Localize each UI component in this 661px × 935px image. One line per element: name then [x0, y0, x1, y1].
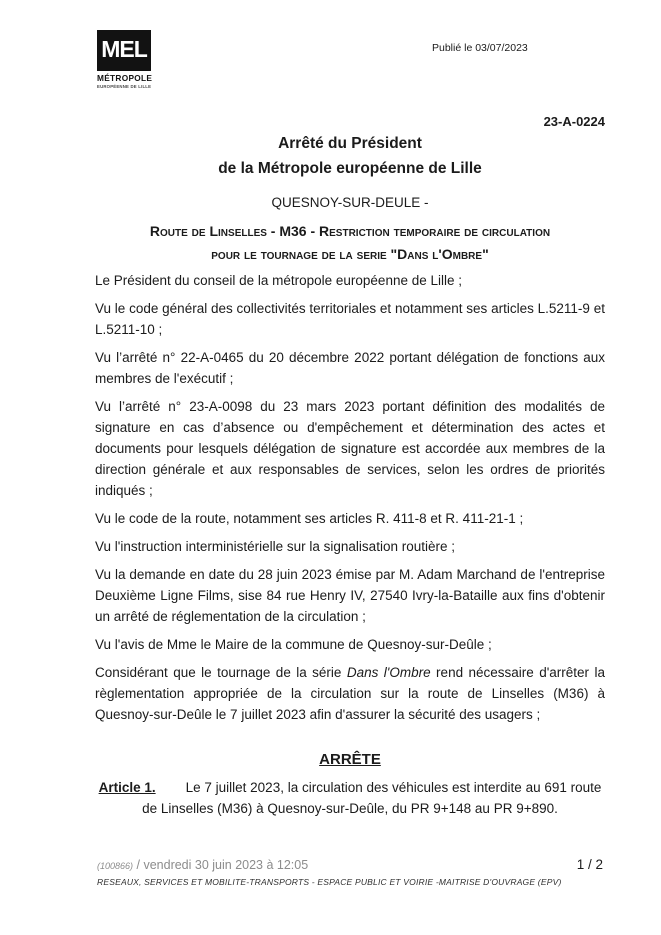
paragraph-vu-code-route: Vu le code de la route, notamment ses articles R. 411-8 et R. 411-21-1 ; — [95, 511, 524, 526]
paragraph-vu-arrete-22A0465: Vu l’arrêté n° 22-A-0465 du 20 décembre 2022 portant délégation de fonctions aux membres de l'exécutif ; — [95, 350, 605, 386]
subject-heading-line2: pour le tournage de la serie "Dans l'Ombre" — [211, 246, 489, 262]
article-1-label: Article 1. — [98, 780, 156, 795]
subject-heading-line1: Route de Linselles - M36 - Restriction temporaire de circulation — [149, 223, 551, 239]
mel-logo-square — [97, 30, 151, 71]
footer-generation-date: / vendredi 30 juin 2023 à 12:05 — [136, 858, 309, 872]
page-footer — [97, 858, 561, 887]
footer-reference-number: (100866) — [97, 861, 134, 871]
paragraph-vu-instruction: Vu l'instruction interministérielle sur la signalisation routière ; — [95, 539, 455, 554]
paragraph-considerant — [95, 662, 605, 725]
footer-service-line: RESEAUX, SERVICES ET MOBILITE-TRANSPORTS - ESPACE PUBLIC ET VOIRIE -MAITRISE D'OUVRAGE (EPV) — [97, 877, 562, 887]
document-title-line1: Arrêté du Président — [278, 135, 422, 152]
paragraph-vu-code-collectivites: Vu le code général des collectivités territoriales et notamment ses articles L.5211-9 et L.5211-10 ; — [95, 301, 605, 337]
arrete-heading: ARRÊTE — [319, 751, 381, 768]
article-1 — [95, 777, 605, 819]
document-body — [95, 131, 605, 819]
article-1-text: Le 7 juillet 2023, la circulation des véhicules est interdite au 691 route de Linselles (M36) à Quesnoy-sur-Deûle, du PR 9+148 au PR 9+890. — [142, 780, 602, 816]
footer-reference-line — [97, 858, 561, 874]
paragraph-vu-demande: Vu la demande en date du 28 juin 2023 émise par M. Adam Marchand de l'entreprise Deuxième Ligne Films, sise 84 rue Henry IV, 27540 Ivry-la-Bataille aux fins d'obtenir un arrêté de réglementation de la circulation ; — [95, 567, 605, 624]
doc-number: 23-A-0224 — [543, 114, 605, 129]
published-date: Publié le 03/07/2023 — [432, 42, 528, 54]
paragraph-president: Le Président du conseil de la métropole européenne de Lille ; — [95, 273, 462, 288]
considerant-text-pre: Considérant que le tournage de la série — [95, 665, 347, 680]
mel-logo-name-line2: EUROPÉENNE DE LILLE — [97, 84, 152, 89]
document-title-line2: de la Métropole européenne de Lille — [218, 160, 482, 177]
page-number: 1 / 2 — [576, 857, 603, 872]
mel-logo — [97, 30, 153, 89]
mel-logo-acronym: MEL — [101, 35, 147, 62]
considerant-series-title: Dans l'Ombre — [346, 665, 431, 680]
paragraph-vu-avis-maire: Vu l'avis de Mme le Maire de la commune de Quesnoy-sur-Deûle ; — [95, 637, 492, 652]
mel-logo-name-line1: MÉTROPOLE — [97, 73, 153, 83]
subject-heading — [95, 220, 605, 266]
considerant-text-post: rend nécessaire d'arrêter la règlementation appropriée de la circulation sur la route de Linselles (M36) à Quesnoy-sur-Deûle le 7 juillet 2023 afin d'assurer la sécurité des usagers ; — [95, 665, 605, 722]
commune-line: QUESNOY-SUR-DEULE - — [271, 195, 429, 210]
paragraph-vu-arrete-23A0098: Vu l’arrêté n° 23-A-0098 du 23 mars 2023 portant définition des modalités de signature en cas d’absence ou d'empêchement et détermination des actes et documents pour lesquels délégation de signature est accordée aux membres de la direction générale et aux responsables de services, selon les ordres de priorités indiqués ; — [95, 399, 605, 498]
